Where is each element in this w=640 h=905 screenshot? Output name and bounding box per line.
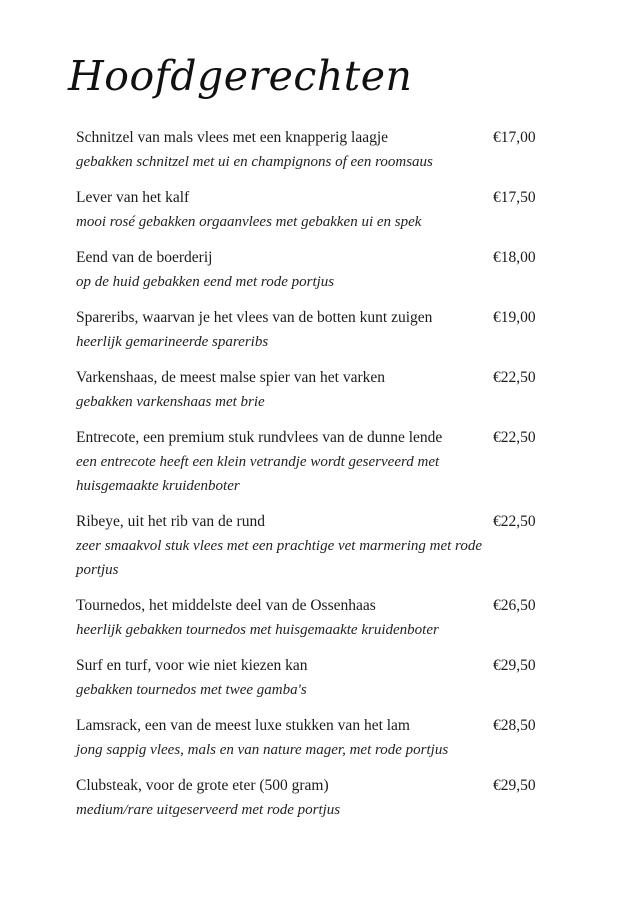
menu-list <box>76 126 565 822</box>
dish-price: €19,00 <box>493 309 536 326</box>
menu-item-row <box>76 714 565 738</box>
menu-item <box>76 366 565 414</box>
dish-price: €22,50 <box>493 369 536 386</box>
dish-price: €28,50 <box>493 717 536 734</box>
dish-description: gebakken varkenshaas met brie <box>76 394 265 410</box>
menu-item-row <box>76 126 565 150</box>
dish-name: Varkenshaas, de meest malse spier van het varken <box>76 369 386 386</box>
menu-item-row <box>76 366 565 390</box>
dish-description: medium/rare uitgeserveerd met rode portjus <box>76 802 341 818</box>
dish-price: €22,50 <box>493 513 536 530</box>
dish-name: Entrecote, een premium stuk rundvlees van de dunne lende <box>76 429 443 446</box>
dish-description: heerlijk gebakken tournedos met huisgemaakte kruidenboter <box>76 622 439 638</box>
menu-item-row <box>76 594 565 618</box>
dish-price: €29,50 <box>493 657 536 674</box>
dish-description: zeer smaakvol stuk vlees met een prachtige vet marmering met rode portjus <box>76 538 482 578</box>
page-title: Hoofdgerechten <box>68 52 413 100</box>
dish-price: €29,50 <box>493 777 536 794</box>
menu-item-row <box>76 774 565 798</box>
menu-item <box>76 246 565 294</box>
dish-description: een entrecote heeft een klein vetrandje wordt geserveerd met huisgemaakte kruidenboter <box>76 454 440 494</box>
menu-item <box>76 426 565 498</box>
menu-item <box>76 306 565 354</box>
dish-name: Eend van de boerderij <box>76 249 213 266</box>
menu-item-row <box>76 186 565 210</box>
dish-price: €17,50 <box>493 189 536 206</box>
dish-name: Tournedos, het middelste deel van de Ossenhaas <box>76 597 376 614</box>
menu-item-row <box>76 654 565 678</box>
dish-name: Lever van het kalf <box>76 189 190 206</box>
dish-price: €26,50 <box>493 597 536 614</box>
dish-price: €18,00 <box>493 249 536 266</box>
dish-name: Schnitzel van mals vlees met een knapperig laagje <box>76 129 389 146</box>
dish-name: Lamsrack, een van de meest luxe stukken van het lam <box>76 717 410 734</box>
dish-price: €22,50 <box>493 429 536 446</box>
dish-name: Spareribs, waarvan je het vlees van de botten kunt zuigen <box>76 309 433 326</box>
dish-name: Ribeye, uit het rib van de rund <box>76 513 265 530</box>
dish-description: jong sappig vlees, mals en van nature mager, met rode portjus <box>76 742 449 758</box>
menu-item <box>76 186 565 234</box>
menu-item <box>76 510 565 582</box>
menu-item-row <box>76 246 565 270</box>
dish-description: op de huid gebakken eend met rode portjus <box>76 274 335 290</box>
menu-item <box>76 714 565 762</box>
dish-description: gebakken tournedos met twee gamba's <box>76 682 307 698</box>
menu-item-row <box>76 510 565 534</box>
dish-description: heerlijk gemarineerde spareribs <box>76 334 269 350</box>
menu-item-row <box>76 426 565 450</box>
menu-item <box>76 654 565 702</box>
menu-item <box>76 594 565 642</box>
menu-item <box>76 774 565 822</box>
menu-item-row <box>76 306 565 330</box>
dish-description: mooi rosé gebakken orgaanvlees met gebakken ui en spek <box>76 214 422 230</box>
menu-item <box>76 126 565 174</box>
dish-name: Clubsteak, voor de grote eter (500 gram) <box>76 777 329 794</box>
dish-price: €17,00 <box>493 129 536 146</box>
dish-name: Surf en turf, voor wie niet kiezen kan <box>76 657 308 674</box>
dish-description: gebakken schnitzel met ui en champignons of een roomsaus <box>76 154 433 170</box>
